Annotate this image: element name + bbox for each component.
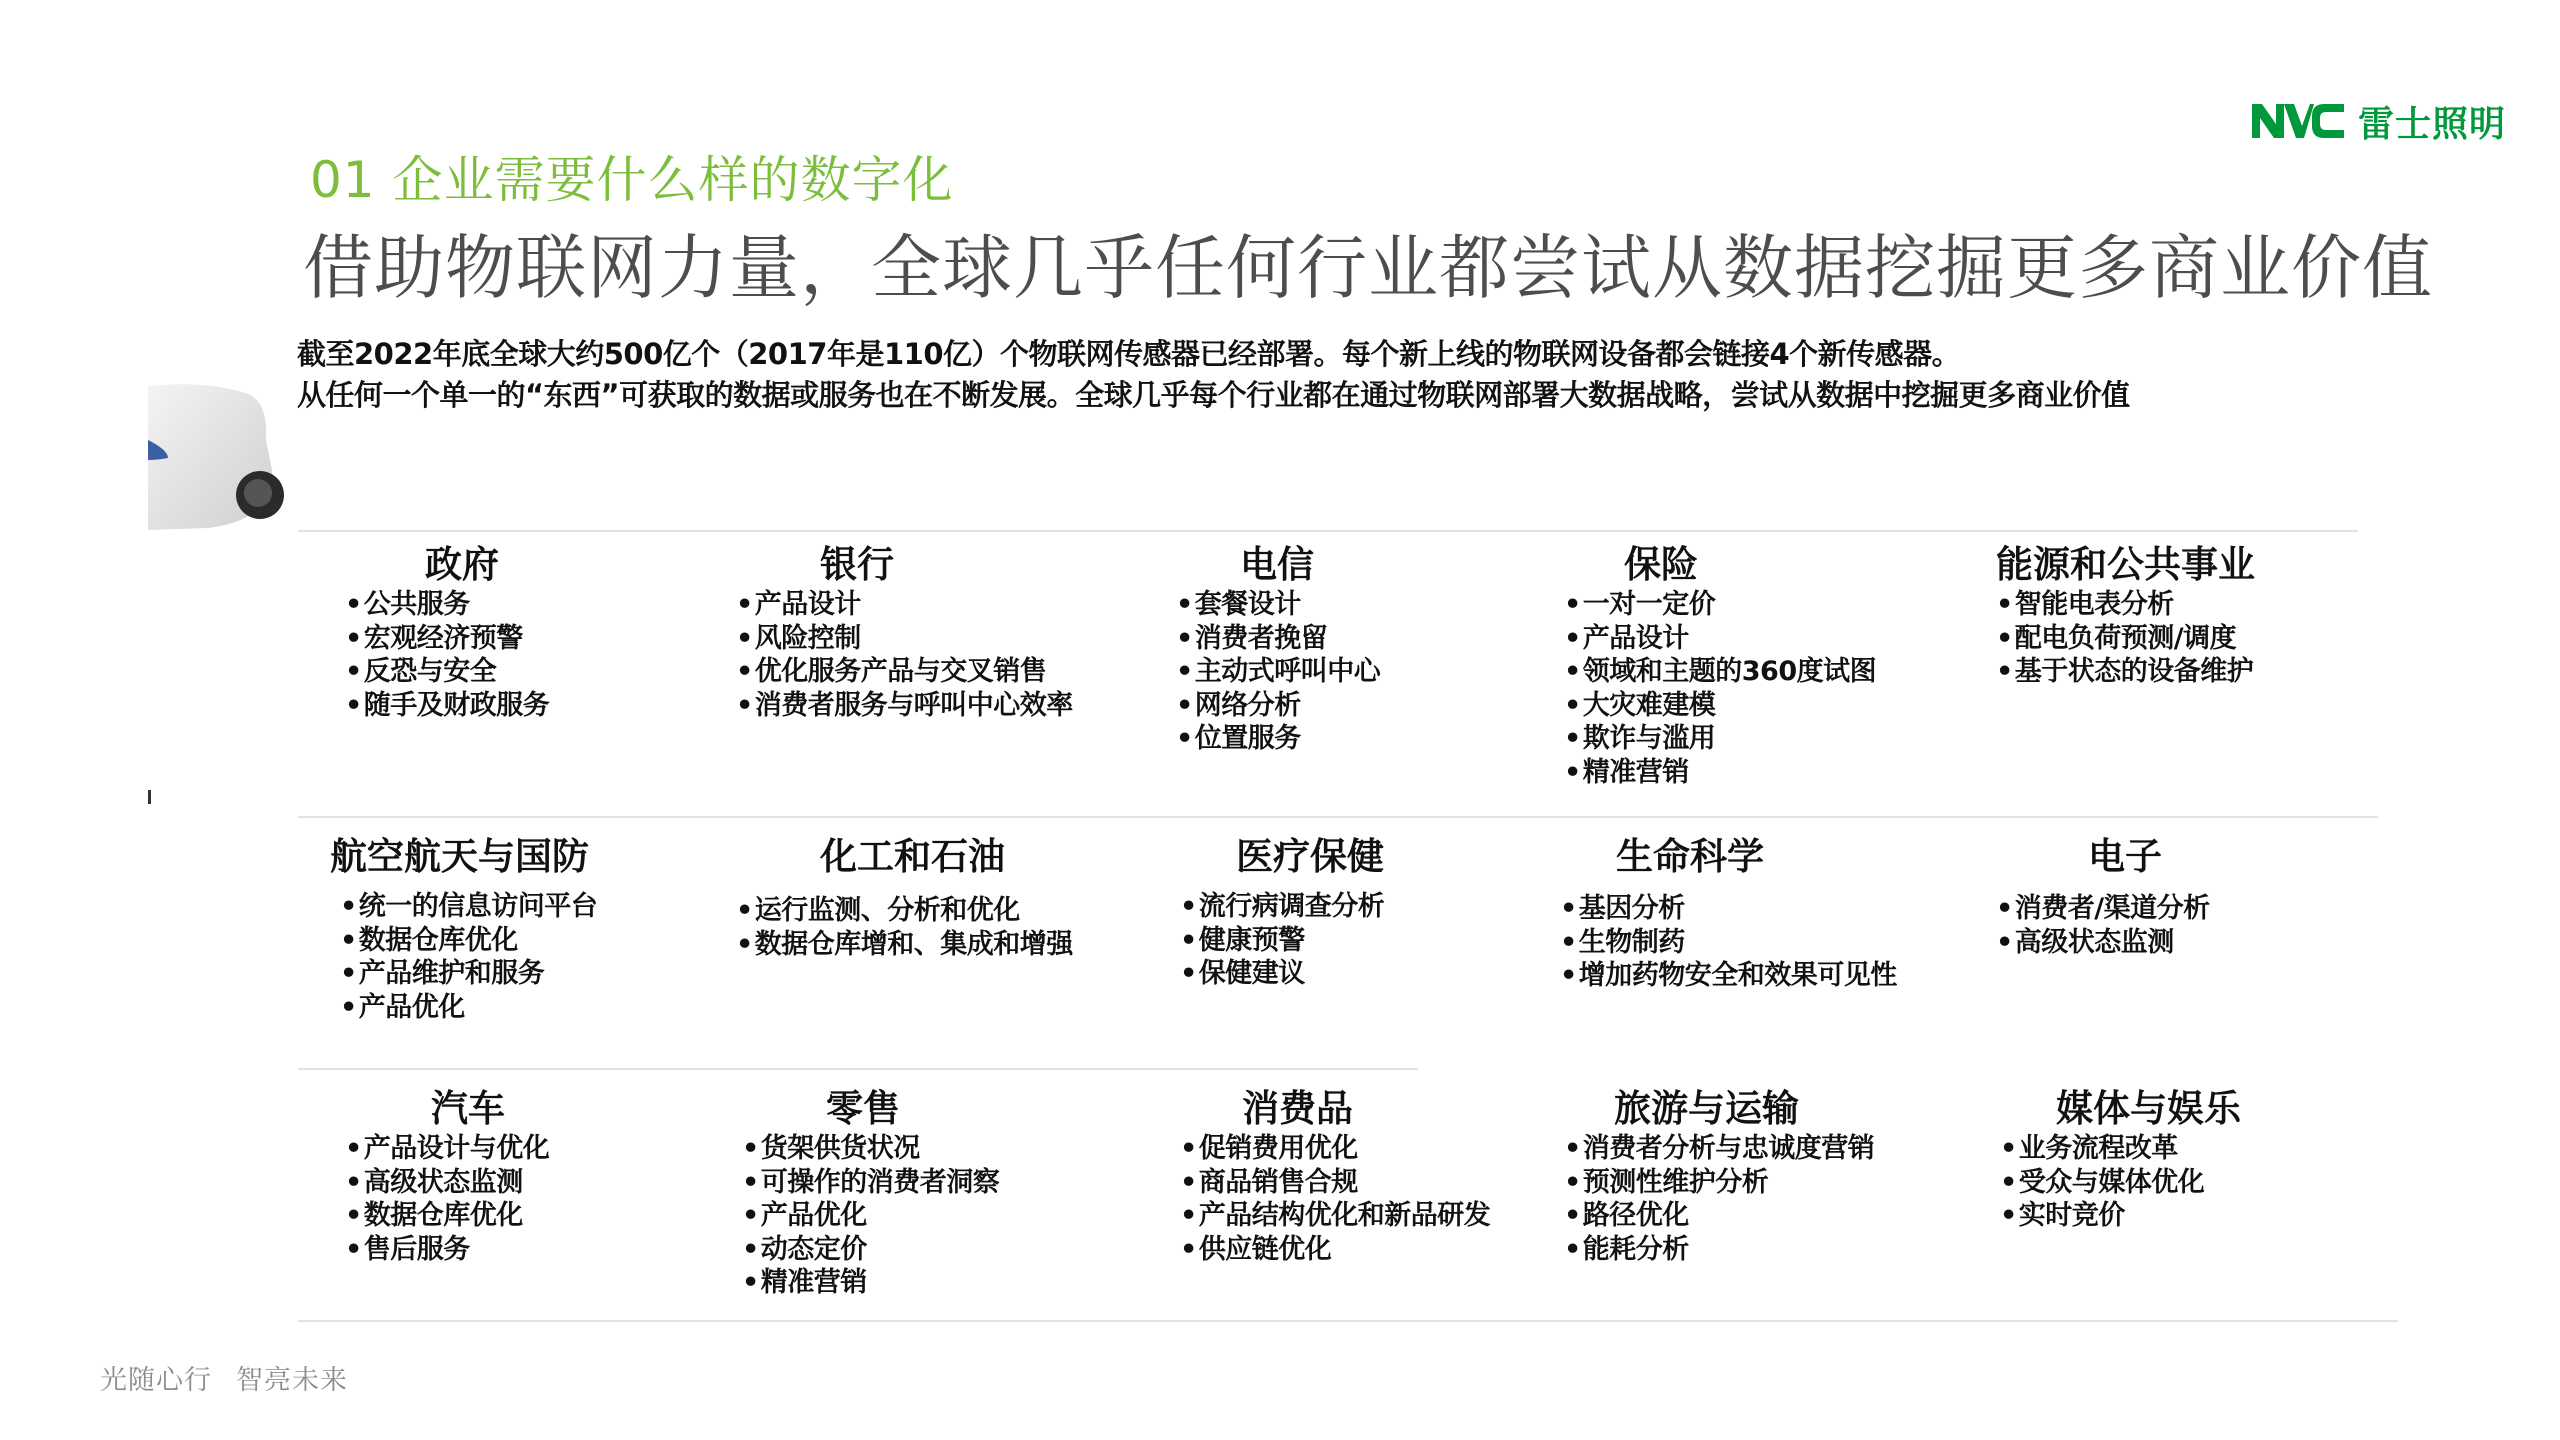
list-item: • 欺诈与滥用 <box>1564 722 1984 756</box>
industry-list <box>1176 588 1596 756</box>
industry-list <box>1564 588 1984 789</box>
list-item: • 产品设计与优化 <box>345 1132 765 1166</box>
industry-list <box>2000 1132 2420 1233</box>
list-item: • 领域和主题的360度试图 <box>1564 655 1984 689</box>
industry-card-retail <box>742 1078 1162 1300</box>
grid-divider <box>298 530 2358 532</box>
list-item: • 消费者服务与呼叫中心效率 <box>736 689 1156 723</box>
industry-card-aerospace <box>330 826 750 1024</box>
grid-divider <box>298 1068 1418 1070</box>
list-item: • 可操作的消费者洞察 <box>742 1166 1162 1200</box>
list-item: • 精准营销 <box>1564 756 1984 790</box>
industry-title: 银行 <box>820 543 894 586</box>
industry-list <box>742 1132 1162 1300</box>
list-item: • 产品设计 <box>1564 622 1984 656</box>
industry-card-healthcare <box>1180 826 1600 991</box>
industry-card-media-entertainment <box>2000 1078 2420 1233</box>
list-item: • 售后服务 <box>345 1233 765 1267</box>
list-item: • 精准营销 <box>742 1266 1162 1300</box>
industry-title: 零售 <box>826 1087 900 1130</box>
industry-list <box>736 894 1156 961</box>
industry-card-consumer-goods <box>1180 1078 1600 1266</box>
industry-card-government <box>345 534 765 722</box>
industry-title: 生命科学 <box>1616 835 1764 878</box>
industry-card-telecom <box>1176 534 1596 756</box>
list-item: • 风险控制 <box>736 622 1156 656</box>
list-item: • 产品优化 <box>340 991 750 1025</box>
industry-title: 汽车 <box>431 1087 505 1130</box>
list-item: • 商品销售合规 <box>1180 1166 1600 1200</box>
industry-list <box>345 1132 765 1266</box>
industry-title: 电子 <box>2088 835 2162 878</box>
industry-title: 保险 <box>1624 543 1698 586</box>
list-item: • 生物制药 <box>1560 926 1980 960</box>
industry-title: 电信 <box>1240 543 1314 586</box>
industry-card-travel-transport <box>1564 1078 1984 1266</box>
list-item: • 动态定价 <box>742 1233 1162 1267</box>
list-item: • 产品设计 <box>736 588 1156 622</box>
list-item: • 产品结构优化和新品研发 <box>1180 1199 1600 1233</box>
list-item: • 一对一定价 <box>1564 588 1984 622</box>
page-title: 借助物联网力量，全球几乎任何行业都尝试从数据挖掘更多商业价值 <box>303 227 2433 309</box>
list-item: • 宏观经济预警 <box>345 622 765 656</box>
decorative-device-fragment <box>148 380 290 530</box>
list-item: • 网络分析 <box>1176 689 1596 723</box>
list-item: • 消费者挽留 <box>1176 622 1596 656</box>
industry-title: 能源和公共事业 <box>1996 543 2255 586</box>
list-item: • 产品维护和服务 <box>340 957 750 991</box>
grid-divider <box>298 816 2378 818</box>
list-item: • 公共服务 <box>345 588 765 622</box>
list-item: • 保健建议 <box>1180 957 1600 991</box>
industry-card-life-sciences <box>1560 826 1980 993</box>
list-item: • 智能电表分析 <box>1996 588 2416 622</box>
list-item: • 随手及财政服务 <box>345 689 765 723</box>
list-item: • 促销费用优化 <box>1180 1132 1600 1166</box>
list-item: • 基于状态的设备维护 <box>1996 655 2416 689</box>
industry-title: 航空航天与国防 <box>330 835 589 878</box>
decorative-mark <box>148 790 151 804</box>
list-item: • 数据仓库增和、集成和增强 <box>736 928 1156 962</box>
list-item: • 运行监测、分析和优化 <box>736 894 1156 928</box>
industry-title: 化工和石油 <box>820 835 1005 878</box>
industry-card-electronics <box>1996 826 2416 959</box>
industry-card-banking <box>736 534 1156 722</box>
intro-text <box>297 334 2417 416</box>
slogan-part-1: 光随心行 <box>100 1365 212 1396</box>
list-item: • 配电负荷预测/调度 <box>1996 622 2416 656</box>
list-item: • 能耗分析 <box>1564 1233 1984 1267</box>
industry-title: 旅游与运输 <box>1614 1087 1799 1130</box>
list-item: • 增加药物安全和效果可见性 <box>1560 959 1980 993</box>
list-item: • 基因分析 <box>1560 892 1980 926</box>
industry-list <box>340 890 750 1024</box>
industry-title: 消费品 <box>1242 1087 1353 1130</box>
intro-line-2: 从任何一个单一的“东西”可获取的数据或服务也在不断发展。全球几乎每个行业都在通过物联网部署大数据战略，尝试从数据中挖掘更多商业价值 <box>297 378 2130 412</box>
list-item: • 预测性维护分析 <box>1564 1166 1984 1200</box>
industry-list <box>1180 890 1600 991</box>
industry-card-insurance <box>1564 534 1984 789</box>
industry-list <box>1564 1132 1984 1266</box>
list-item: • 货架供货状况 <box>742 1132 1162 1166</box>
list-item: • 位置服务 <box>1176 722 1596 756</box>
list-item: • 产品优化 <box>742 1199 1162 1233</box>
section-subtitle: 01 企业需要什么样的数字化 <box>310 151 954 209</box>
list-item: • 高级状态监测 <box>1996 926 2416 960</box>
industry-list <box>1560 892 1980 993</box>
industry-title: 医疗保健 <box>1236 835 1384 878</box>
industry-list <box>1996 892 2416 959</box>
industry-list <box>1996 588 2416 689</box>
list-item: • 套餐设计 <box>1176 588 1596 622</box>
intro-line-1: 截至2022年底全球大约500亿个（2017年是110亿）个物联网传感器已经部署。每个新上线的物联网设备都会链接4个新传感器。 <box>297 337 1961 371</box>
list-item: • 统一的信息访问平台 <box>340 890 750 924</box>
industry-card-chemical <box>736 826 1156 961</box>
brand-logo <box>2250 96 2506 146</box>
list-item: • 高级状态监测 <box>345 1166 765 1200</box>
list-item: • 消费者分析与忠诚度营销 <box>1564 1132 1984 1166</box>
list-item: • 受众与媒体优化 <box>2000 1166 2420 1200</box>
logo-text: 雷士照明 <box>2358 103 2507 145</box>
industry-list <box>736 588 1156 722</box>
list-item: • 数据仓库优化 <box>345 1199 765 1233</box>
list-item: • 路径优化 <box>1564 1199 1984 1233</box>
list-item: • 主动式呼叫中心 <box>1176 655 1596 689</box>
nvc-logo-icon <box>2250 102 2346 140</box>
list-item: • 大灾难建模 <box>1564 689 1984 723</box>
grid-divider <box>298 1320 2398 1322</box>
list-item: • 消费者/渠道分析 <box>1996 892 2416 926</box>
industry-list <box>345 588 765 722</box>
list-item: • 数据仓库优化 <box>340 924 750 958</box>
list-item: • 供应链优化 <box>1180 1233 1600 1267</box>
footer-slogan <box>100 1358 348 1397</box>
list-item: • 业务流程改革 <box>2000 1132 2420 1166</box>
industry-list <box>1180 1132 1600 1266</box>
list-item: • 健康预警 <box>1180 924 1600 958</box>
industry-card-automotive <box>345 1078 765 1266</box>
list-item: • 优化服务产品与交叉销售 <box>736 655 1156 689</box>
slogan-part-2: 智亮未来 <box>236 1365 348 1396</box>
list-item: • 流行病调查分析 <box>1180 890 1600 924</box>
industry-title: 政府 <box>425 543 499 586</box>
industry-title: 媒体与娱乐 <box>2056 1087 2241 1130</box>
list-item: • 反恐与安全 <box>345 655 765 689</box>
industry-card-energy <box>1996 534 2416 689</box>
list-item: • 实时竞价 <box>2000 1199 2420 1233</box>
